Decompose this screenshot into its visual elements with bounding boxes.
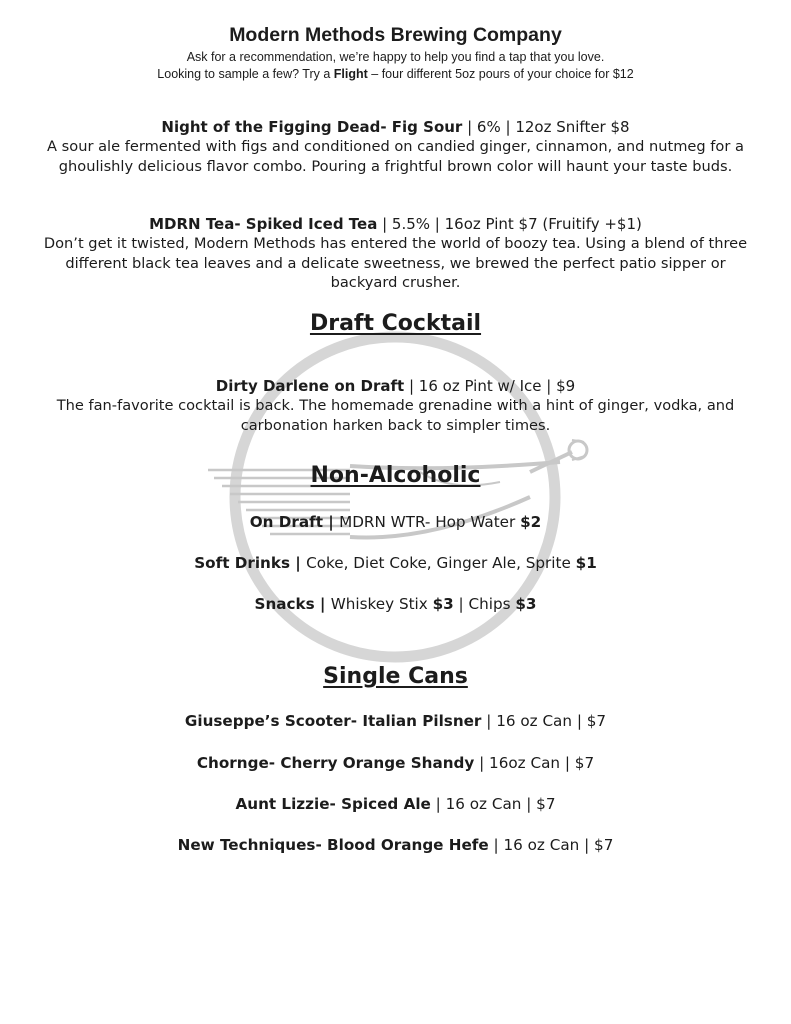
beer-title [40,117,751,137]
cocktail-item [40,376,751,435]
header-subtitle: Ask for a recommendation, we’re happy to help you find a tap that you love. [186,50,605,64]
na-item-snacks: Snacks | Whiskey Stix $3 | Chips $3 [254,595,537,613]
beer-description: A sour ale fermented with figs and conditioned on candied ginger, cinnamon, and nutmeg for a ghoulishly delicious flavor combo. Pouring a frightful brown color will haunt your taste buds. [47,138,744,175]
section-heading-non-alcoholic: Non-Alcoholic [310,463,481,488]
section-heading-draft-cocktail: Draft Cocktail [309,311,482,336]
can-item: Aunt Lizzie- Spiced Ale | 16 oz Can | $7 [235,795,556,813]
beer-item-fig-sour [40,117,751,176]
page-title: Modern Methods Brewing Company [229,24,562,46]
beer-title [40,214,751,234]
beer-details: | 6% | 12oz Snifter $8 [462,118,630,136]
can-item: Chornge- Cherry Orange Shandy | 16oz Can | $7 [196,754,595,772]
section-heading-single-cans: Single Cans [323,664,468,689]
na-item-soft-drinks: Soft Drinks | Coke, Diet Coke, Ginger Ale, Sprite $1 [194,554,597,572]
flying-lady-logo-watermark [200,322,600,672]
can-item: Giuseppe’s Scooter- Italian Pilsner | 16 oz Can | $7 [184,712,607,730]
beer-name: Night of the Figging Dead- Fig Sour [161,118,463,136]
cocktail-details: | 16 oz Pint w/ Ice | $9 [404,377,576,395]
beer-description: Don’t get it twisted, Modern Methods has entered the world of boozy tea. Using a blend of three different black tea leaves and a delicate sweetness, we brewed the perfect patio sipper or backyard crusher. [43,235,748,291]
beer-item-mdrn-tea [40,214,751,293]
can-item: New Techniques- Blood Orange Hefe | 16 oz Can | $7 [177,836,614,854]
na-item-on-draft: On Draft | MDRN WTR- Hop Water $2 [249,513,542,531]
cocktail-description: The fan-favorite cocktail is back. The homemade grenadine with a hint of ginger, vodka, and carbonation harken back to simpler times. [56,397,735,434]
beer-details: | 5.5% | 16oz Pint $7 (Fruitify +$1) [377,215,642,233]
beer-name: MDRN Tea- Spiked Iced Tea [149,215,378,233]
cocktail-name: Dirty Darlene on Draft [215,377,405,395]
header-flight-line: Looking to sample a few? Try a Flight – four different 5oz pours of your choice for $12 [157,67,634,81]
cocktail-title [40,376,751,396]
